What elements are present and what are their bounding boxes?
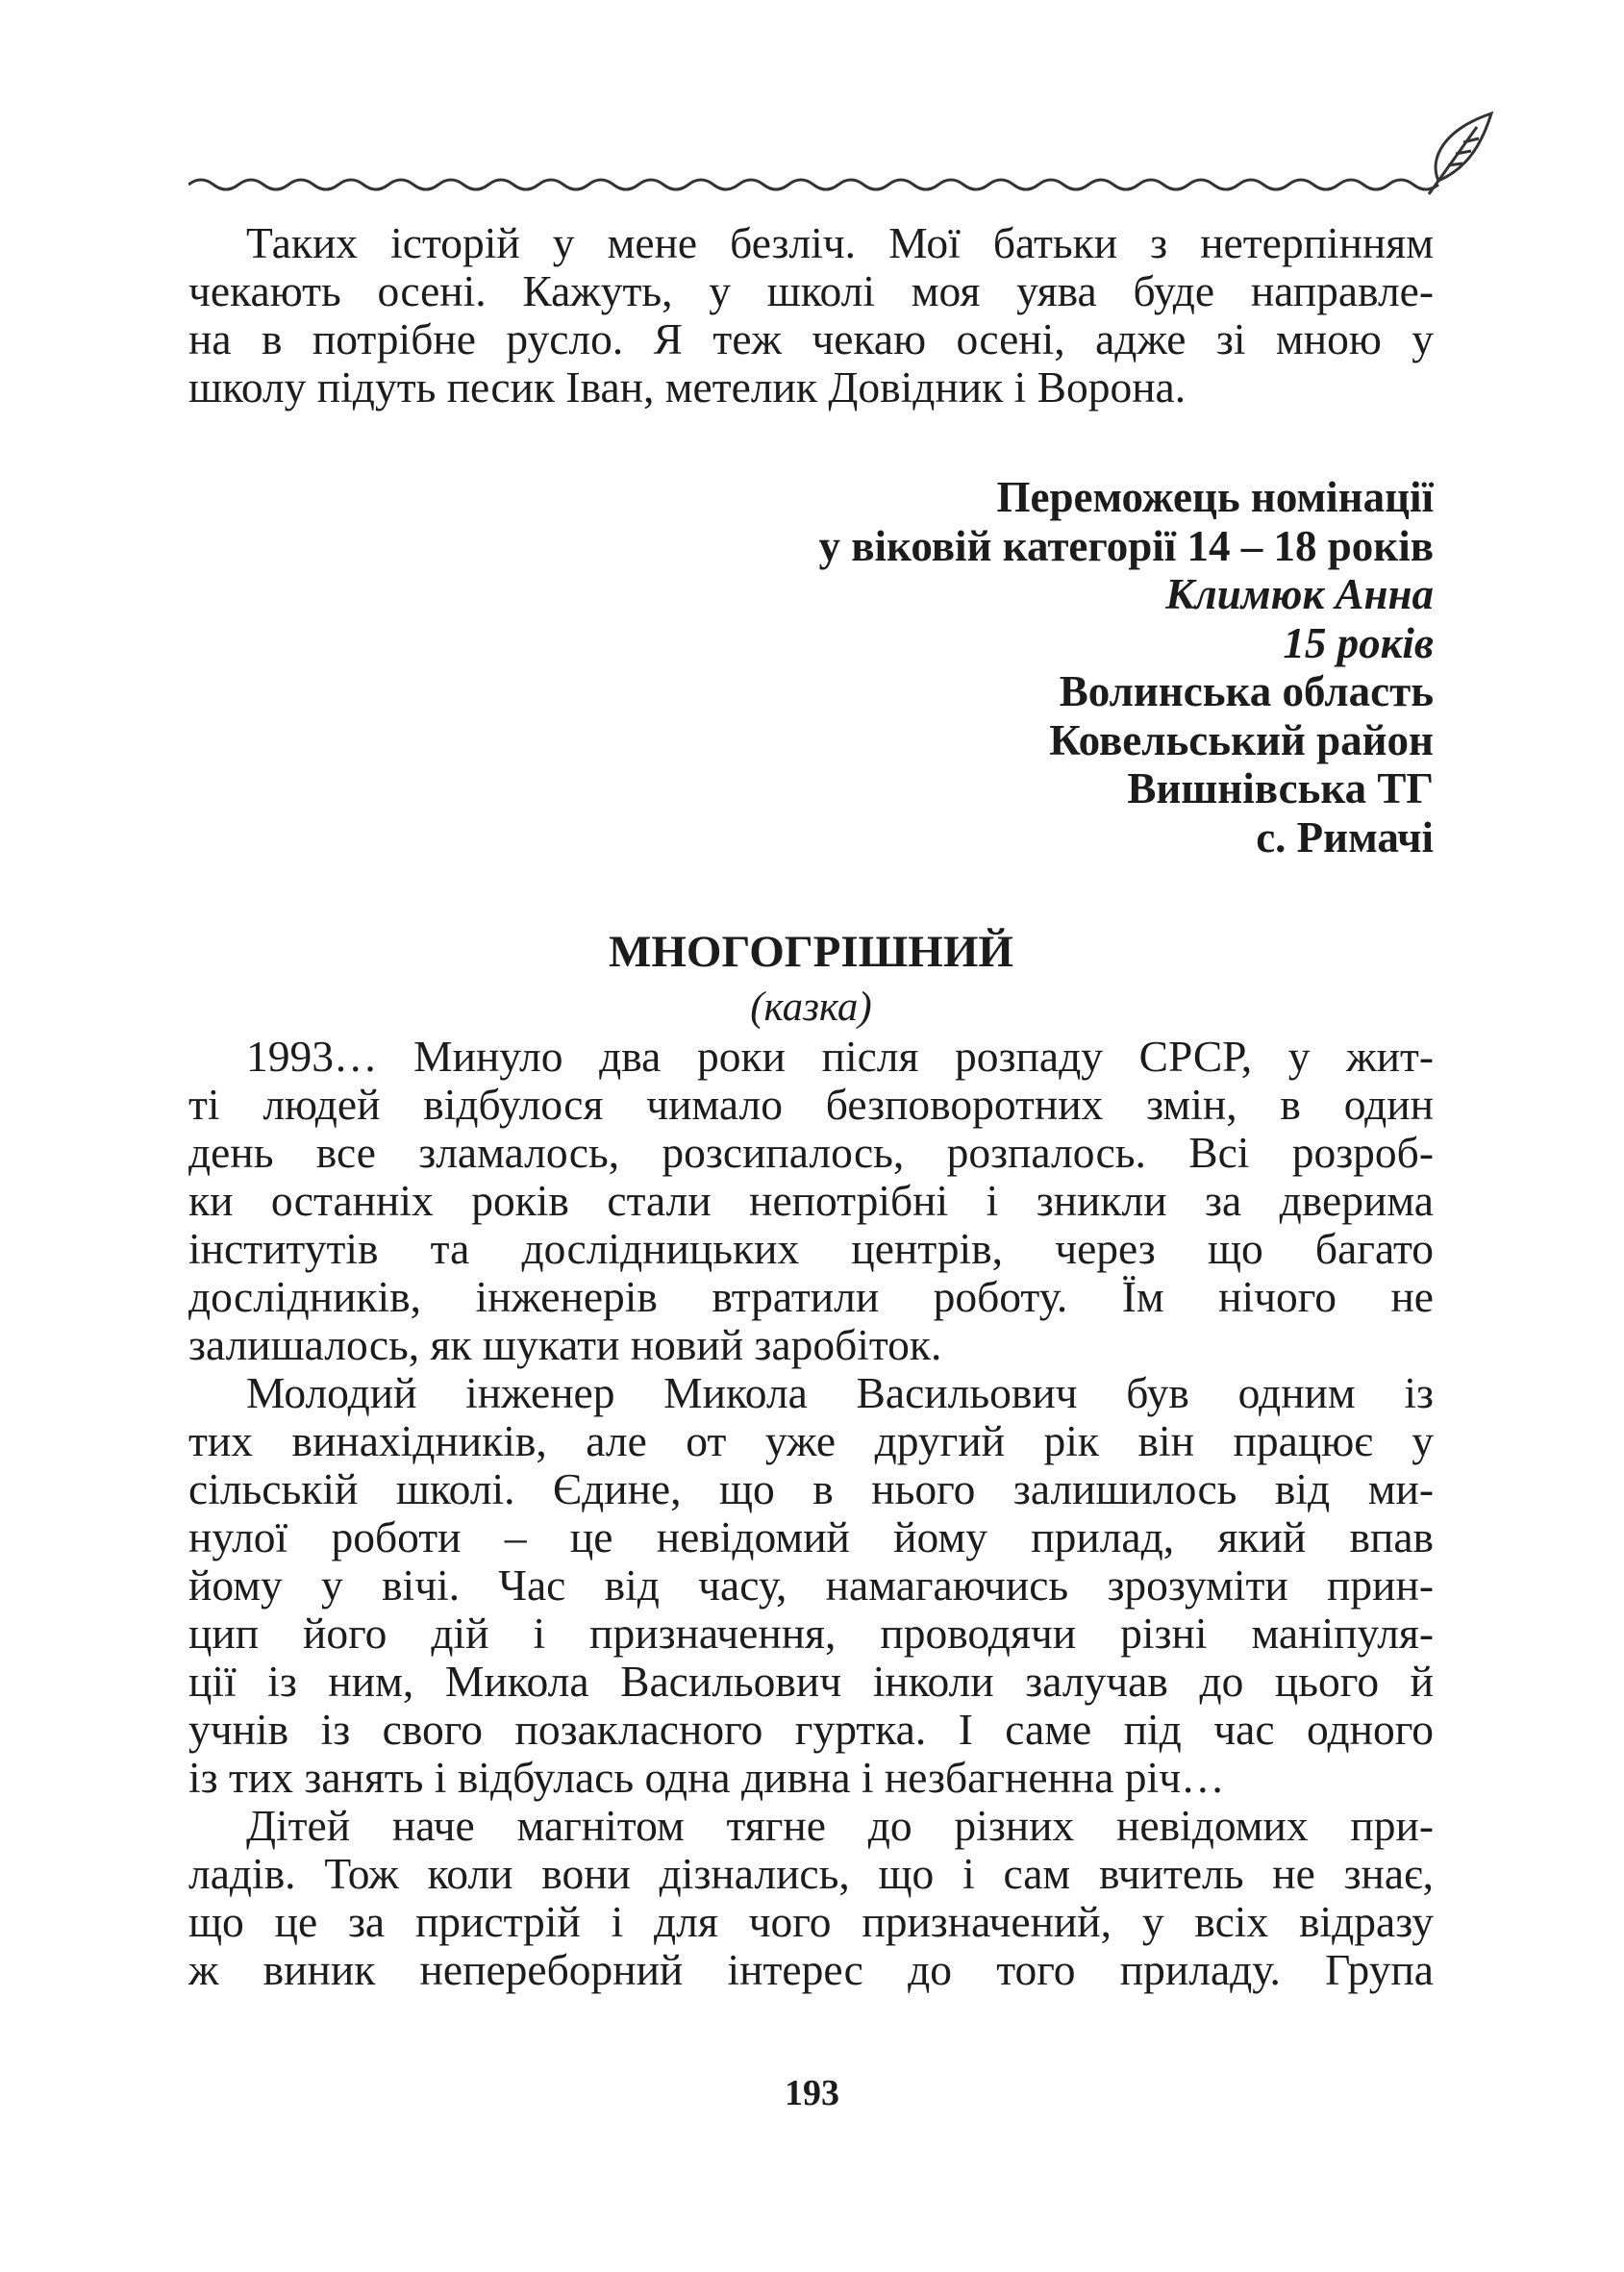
region: Волинська область: [1059, 667, 1434, 715]
award-label: Переможець номінації: [996, 473, 1434, 521]
text-line: Молодий інженер Микола Васильович був одним із: [246, 1368, 1434, 1417]
story-subtitle: (казка): [750, 985, 872, 1030]
text-line: ції із ним, Микола Васильович інколи залучав до цього й: [188, 1657, 1434, 1706]
story-paragraph-1: [188, 1033, 1434, 1369]
quill-icon: [1429, 113, 1491, 194]
text-line: залишалось, як шукати новий заробіток.: [188, 1320, 942, 1369]
wavy-rule-with-quill-icon: [188, 106, 1496, 202]
district: Ковельський район: [1049, 715, 1434, 764]
text-line: із тих занять і відбулась одна дивна і незбагненна річ…: [188, 1753, 1225, 1802]
author-credits: [818, 473, 1434, 861]
text-line: ті людей відбулося чимало безповоротних змін, в один: [188, 1080, 1434, 1129]
text-line: нулої роботи – це невідомий йому прилад, який впав: [188, 1512, 1434, 1561]
wavy-rule: [188, 180, 1438, 189]
author-name: Климюк Анна: [1165, 570, 1434, 618]
text-line: інститутів та дослідницьких центрів, через що багато: [188, 1224, 1434, 1273]
text-line: тих винахідників, але от уже другий рік він працює у: [188, 1416, 1434, 1465]
text-line: сільській школі. Єдине, що в нього залишилось від ми-: [188, 1464, 1434, 1513]
text-line: дослідників, інженерів втратили роботу. Їм нічого не: [188, 1272, 1434, 1321]
text-line: день все зламалось, розсипалось, розпалось. Всі розроб-: [188, 1128, 1434, 1177]
intro-paragraph: [188, 219, 1434, 412]
text-line: ладів. Тож коли вони дізнались, що і сам вчитель не знає,: [188, 1849, 1434, 1898]
text-line: йому у вічі. Час від часу, намагаючись зрозуміти прин-: [188, 1560, 1434, 1610]
story-paragraph-3: [188, 1802, 1434, 1994]
community: Вишнівська ТГ: [1127, 764, 1434, 812]
village: с. Римачі: [1256, 812, 1434, 861]
text-line: Таких історій у мене безліч. Мої батьки з нетерпінням: [246, 218, 1434, 267]
page-number: 193: [785, 2073, 839, 2113]
text-line: що це за пристрій і для чого призначений, у всіх відразу: [188, 1897, 1434, 1946]
age-category: у віковій категорії 14 – 18 років: [818, 521, 1434, 570]
text-line: учнів із свого позакласного гуртка. І саме під час одного: [188, 1705, 1434, 1754]
story-paragraph-2: [188, 1369, 1434, 1802]
text-line: цип його дій і призначення, проводячи різні маніпуля-: [188, 1609, 1434, 1658]
story-title: МНОГОГРІШНИЙ: [609, 927, 1013, 977]
text-line: Дітей наче магнітом тягне до різних невідомих при-: [246, 1801, 1434, 1850]
text-line: на в потрібне русло. Я теж чекаю осені, адже зі мною у: [188, 314, 1434, 363]
text-line: чекають осені. Кажуть, у школі моя уява буде направле-: [188, 266, 1434, 315]
text-line: ж виник непереборний інтерес до того приладу. Група: [188, 1945, 1434, 1994]
text-line: школу підуть песик Іван, метелик Довідник і Ворона.: [188, 362, 1187, 412]
text-line: ки останніх років стали непотрібні і зникли за дверима: [188, 1176, 1434, 1225]
author-age: 15 років: [1283, 618, 1434, 667]
text-line: 1993… Минуло два роки після розпаду СРСР, у жит-: [246, 1032, 1434, 1081]
